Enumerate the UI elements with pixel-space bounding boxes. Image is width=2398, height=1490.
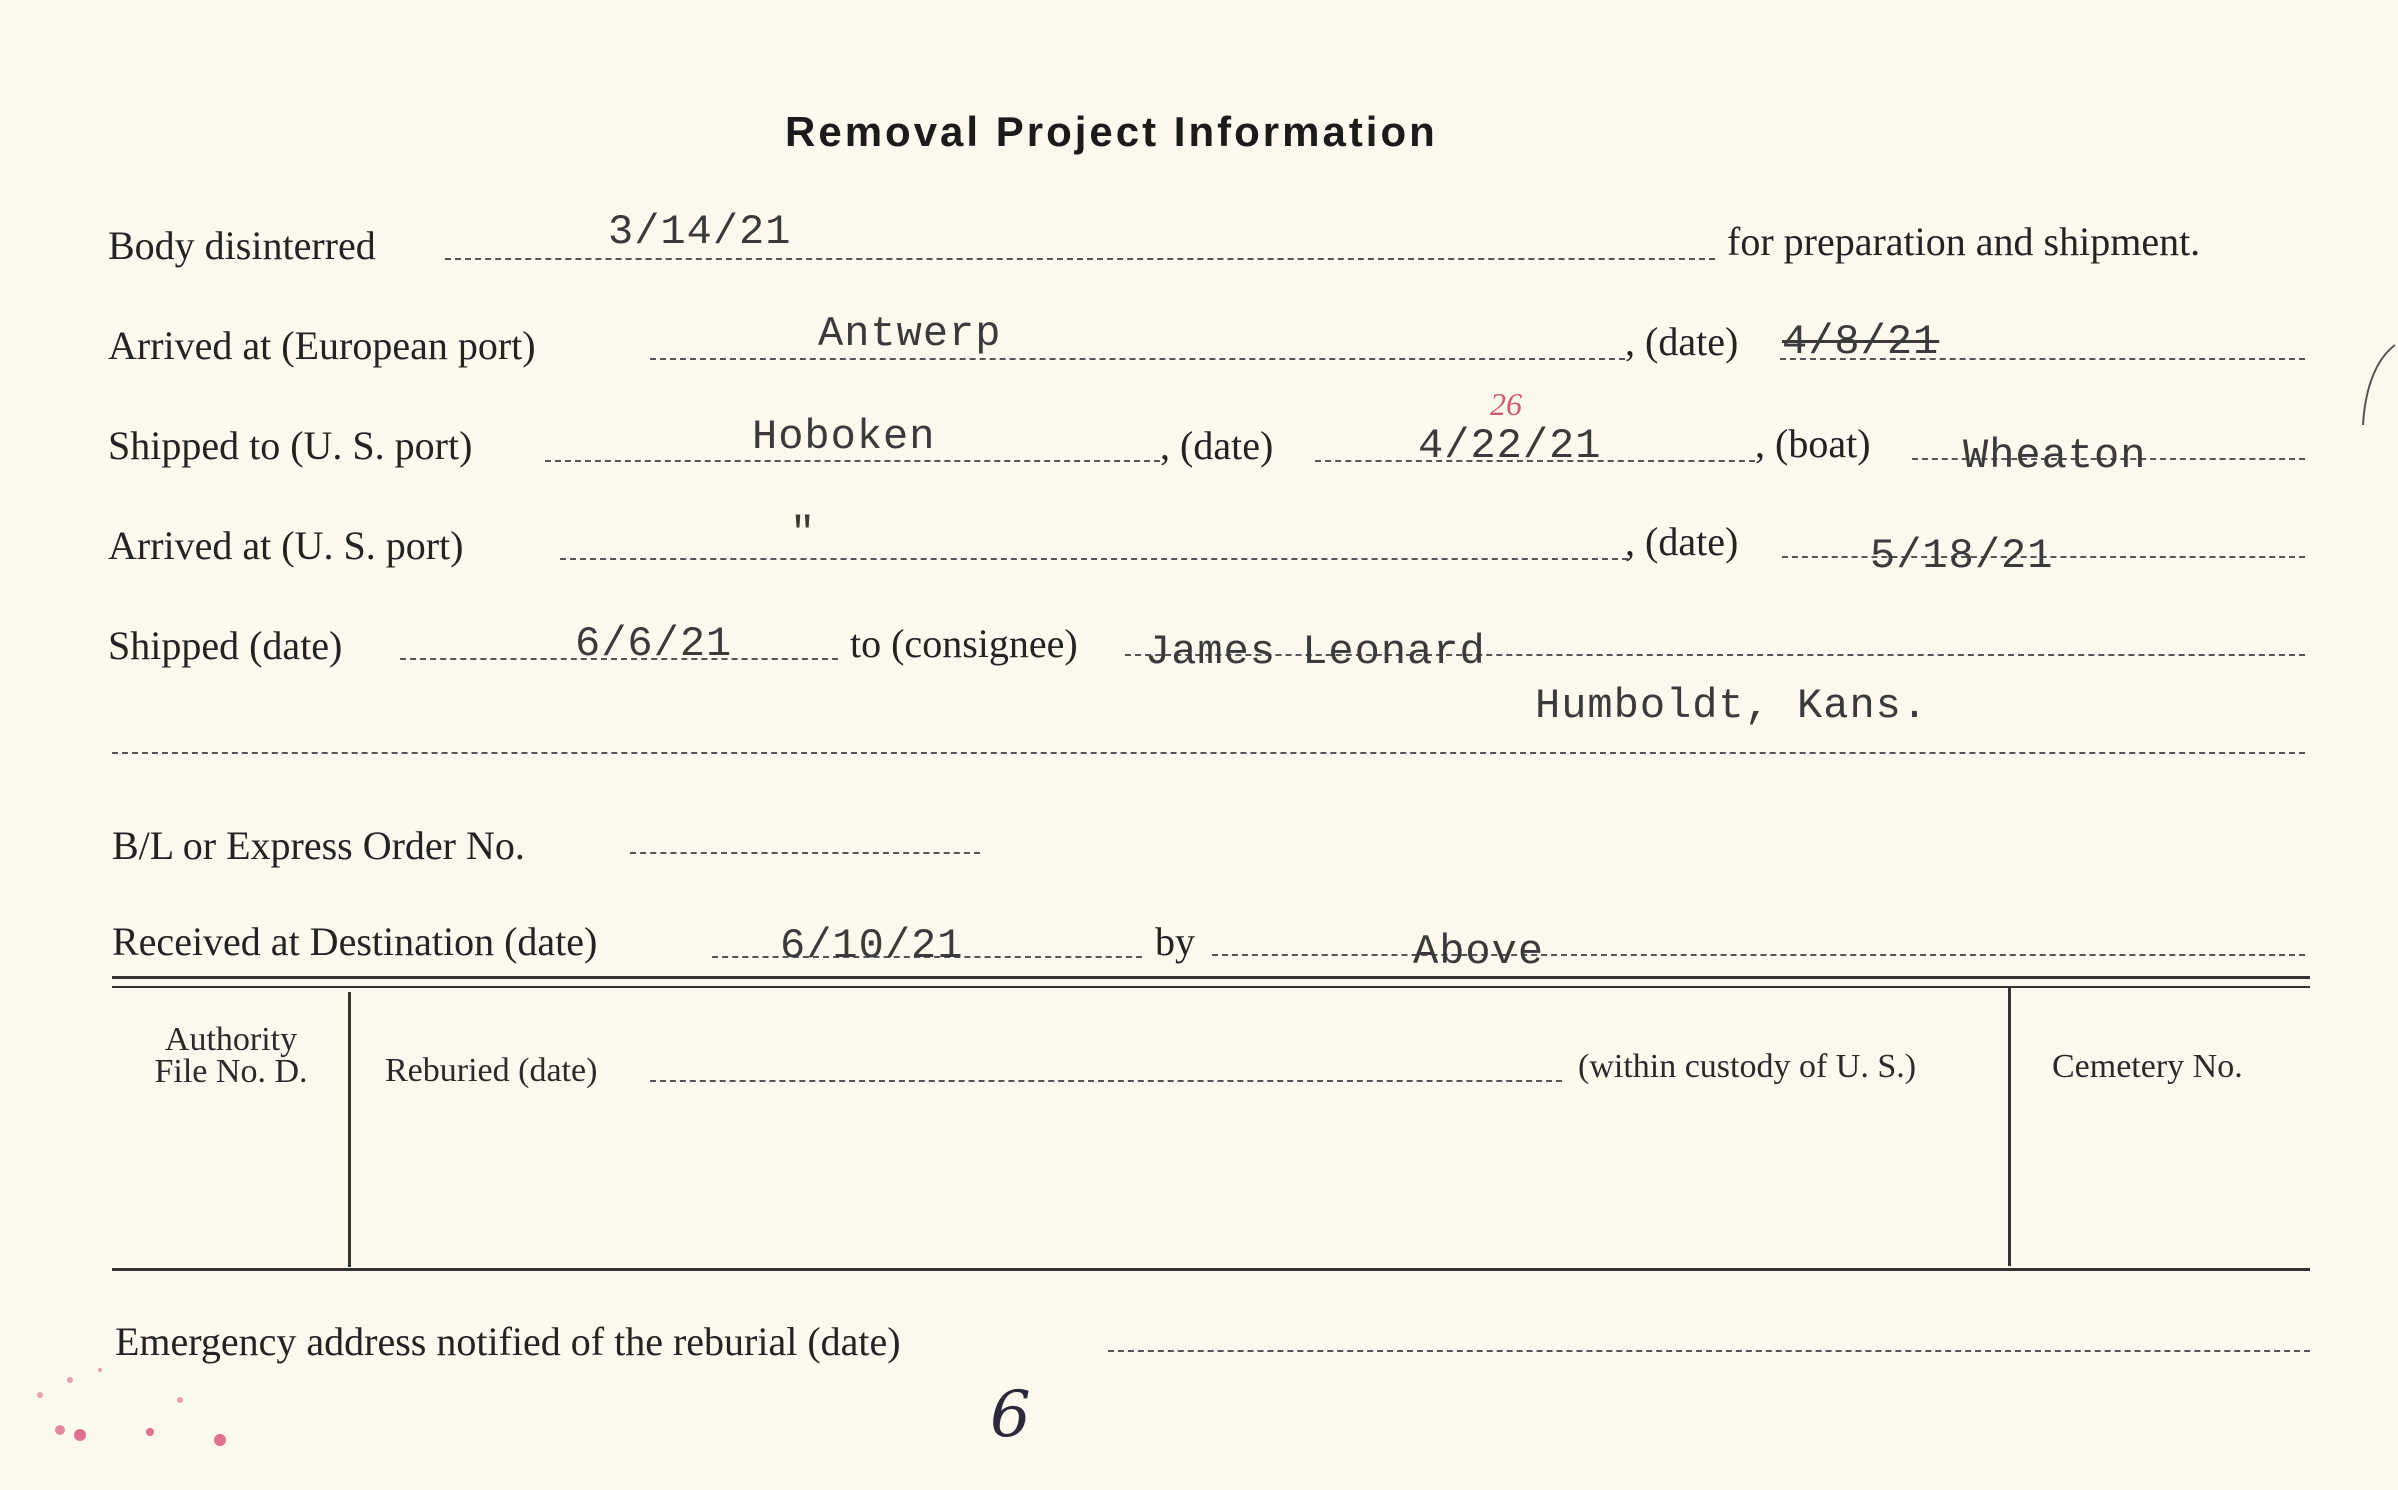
consignee-label: to (consignee) (850, 621, 1078, 666)
dotted-line (560, 558, 1628, 560)
reburied-label: Reburied (date) (385, 1052, 598, 1089)
arrived-us-date-label: , (date) (1625, 519, 1739, 564)
date-correction: 26 (1490, 386, 1522, 422)
shipped-us-port: Hoboken (752, 413, 936, 461)
dotted-line (1212, 954, 2305, 956)
received-by: Above (1413, 928, 1545, 976)
handwritten-mark: 6 (990, 1378, 1031, 1452)
table-top-rule (112, 976, 2310, 979)
arrived-eu-port: Antwerp (818, 310, 1002, 358)
dotted-line (112, 752, 2305, 754)
disinterred-label: Body disinterred (108, 223, 376, 268)
emergency-label: Emergency address notified of the reburial (date) (115, 1319, 901, 1364)
authority-label: Authority File No. D. (154, 1021, 308, 1090)
boat-label: , (boat) (1755, 421, 1871, 466)
disinterred-date: 3/14/21 (608, 208, 792, 256)
disinterred-suffix: for preparation and shipment. (1727, 219, 2201, 264)
shipped-us-label: Shipped to (U. S. port) (108, 423, 473, 468)
by-label: by (1155, 919, 1195, 964)
table-divider (2008, 988, 2011, 1266)
consignee-name: James Leonard (1145, 628, 1486, 676)
dotted-line (630, 852, 980, 854)
arrived-us-date: 5/18/21 (1870, 532, 2054, 580)
table-bottom-rule (112, 1268, 2310, 1271)
cemetery-label: Cemetery No. (2052, 1048, 2243, 1085)
dotted-line (650, 1080, 1562, 1082)
bl-label: B/L or Express Order No. (112, 823, 525, 868)
boat-name: Wheaton (1963, 432, 2147, 480)
table-top-rule-inner (112, 986, 2310, 988)
dotted-line (445, 258, 1715, 260)
dotted-line (1108, 1350, 2310, 1352)
arrived-us-label: Arrived at (U. S. port) (108, 523, 464, 568)
arrived-us-port: " (790, 510, 817, 558)
custody-label: (within custody of U. S.) (1578, 1048, 1917, 1085)
received-date: 6/10/21 (780, 922, 964, 970)
shipped-date: 6/6/21 (575, 620, 733, 668)
card-title: Removal Project Information (785, 108, 1438, 155)
arrived-eu-date: 4/8/21 (1782, 318, 1940, 366)
consignee-address: Humboldt, Kans. (1535, 682, 1929, 730)
shipped-us-date: 4/22/21 (1418, 422, 1602, 470)
ink-stain (20, 1340, 240, 1470)
arrived-eu-label: Arrived at (European port) (108, 323, 536, 368)
shipped-date-label: Shipped (date) (108, 623, 343, 668)
arrived-eu-date-label: , (date) (1625, 319, 1739, 364)
shipped-us-date-label: , (date) (1160, 423, 1274, 468)
edge-mark (2355, 340, 2398, 430)
received-label: Received at Destination (date) (112, 919, 598, 964)
dotted-line (650, 358, 1625, 360)
table-divider (348, 992, 351, 1267)
